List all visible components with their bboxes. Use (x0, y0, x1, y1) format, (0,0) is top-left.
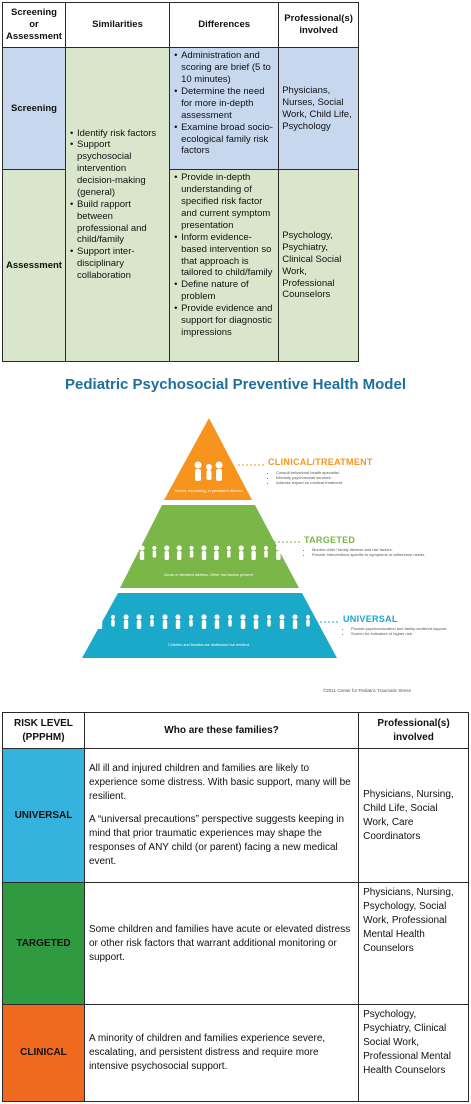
list-item: • Intensify psychosocial services. (276, 475, 343, 480)
list-item: • Monitor child / family distress and risk factors. (312, 547, 442, 552)
list-item: • Support psychosocial intervention decision-making (general) (77, 139, 166, 198)
risk-level-targeted: TARGETED (3, 883, 85, 1005)
paragraph: Some children and families have acute or elevated distress or other risk factors that warrant additional monitoring or support. (88, 923, 351, 963)
table2-header-row (3, 713, 469, 749)
figure-title: Pediatric Psychosocial Preventive Health Model (65, 376, 406, 393)
pyramid-tier-clinical (164, 418, 252, 500)
list-item: • Define nature of problem (181, 279, 275, 303)
list-item: • Inform evidence-based intervention so that approach is tailored to child/family (181, 232, 275, 280)
list-item: • Provide in-depth understanding of specified risk factor and current symptom presentation (181, 172, 275, 231)
list-item: • Consult behavioral health specialist. (276, 470, 343, 475)
caption-universal: Children and families are distressed but resilient. (168, 643, 250, 647)
universal-description (84, 749, 358, 883)
table2-row-universal (3, 749, 469, 883)
list-item: • Provide interventions specific to symptoms or adherence needs. (312, 552, 442, 557)
table1-header-type: Screening or Assessment (3, 3, 66, 48)
similarities-cell (65, 48, 169, 362)
list-item: • Provide psychoeducation and family-centered support. (351, 626, 451, 631)
assessment-differences-list (173, 172, 275, 338)
caption-clinical: Severe, escalating, or persistent distress. (174, 489, 244, 493)
list-item: • Screen for indicators of higher risk. (351, 631, 451, 636)
table2-header-professionals: Professional(s) involved (359, 713, 469, 749)
screening-professionals: Physicians, Nurses, Social Work, Child Life, Psychology (279, 48, 359, 170)
table1-header-similarities: Similarities (65, 3, 169, 48)
table1-row-assessment (3, 170, 359, 362)
tier-label-universal: UNIVERSAL (343, 614, 398, 624)
targeted-description (84, 883, 358, 1005)
paragraph: A “universal precautions” perspective suggests keeping in mind that prior traumatic experiences may shape the responses of ANY child (or parent) facing a new medical event. (88, 814, 345, 867)
assessment-professionals: Psychology, Psychiatry, Clinical Social Work, Professional Counselors (279, 170, 359, 362)
table2-header-risk-level: RISK LEVEL (PPPHM) (3, 713, 85, 749)
tier-label-clinical: CLINICAL/TREATMENT (268, 457, 373, 467)
clinical-professionals: Psychology, Psychiatry, Clinical Social Work, Professional Mental Health Counselors (359, 1005, 469, 1102)
caption-targeted: Acute or elevated distress. Other risk factors present. (164, 573, 254, 577)
list-item: • Support inter-disciplinary collaboration (77, 246, 166, 282)
screening-assessment-table (2, 2, 359, 362)
family-icons-clinical (195, 462, 223, 482)
universal-professionals: Physicians, Nursing, Child Life, Social Work, Care Coordinators (359, 749, 469, 883)
pyramid-graphic (2, 370, 469, 695)
paragraph: A minority of children and families experience severe, escalating, and persistent distress and require more intensive psychosocial support. (88, 1033, 326, 1072)
table1-row-screening (3, 48, 359, 170)
table2-row-clinical (3, 1005, 469, 1102)
list-item: • Address impact on medical treatment. (276, 480, 343, 485)
table2-row-targeted (3, 883, 469, 1005)
list-item: • Determine the need for more in-depth assessment (181, 86, 275, 122)
figure-credit: ©2011 Center for Pediatric Traumatic Stress (322, 688, 411, 693)
list-item: • Build rapport between professional and child/family (77, 199, 166, 247)
tier-bullets-universal (345, 626, 451, 636)
list-item: • Administration and scoring are brief (5 to 10 minutes) (181, 50, 275, 86)
preventive-health-model-figure (2, 370, 469, 695)
table1-header-differences: Differences (170, 3, 279, 48)
risk-level-universal: UNIVERSAL (3, 749, 85, 883)
list-item: • Identify risk factors (77, 128, 166, 140)
tier-bullets-clinical (270, 470, 343, 485)
paragraph: All ill and injured children and families are likely to experience some distress. With basic support, many will be resilient. (88, 763, 351, 802)
list-item: • Examine broad socio-ecological family risk factors (181, 122, 275, 158)
pyramid-tier-universal (82, 593, 337, 658)
risk-level-clinical: CLINICAL (3, 1005, 85, 1102)
targeted-professionals: Physicians, Nursing, Psychology, Social Work, Professional Mental Health Counselors (359, 883, 469, 1005)
assessment-differences-cell (170, 170, 279, 362)
similarities-list (69, 128, 166, 282)
table1-header-professionals: Professional(s) involved (279, 3, 359, 48)
row-label-screening: Screening (3, 48, 66, 170)
tier-label-targeted: TARGETED (304, 535, 356, 545)
screening-differences-list (173, 50, 275, 157)
table2-header-families: Who are these families? (84, 713, 358, 749)
risk-level-table (2, 712, 469, 1102)
table1-header-row (3, 3, 359, 48)
tier-bullets-targeted (306, 547, 442, 557)
clinical-description (84, 1005, 358, 1102)
list-item: • Provide evidence and support for diagnostic impressions (181, 303, 275, 339)
screening-differences-cell (170, 48, 279, 170)
row-label-assessment: Assessment (3, 170, 66, 362)
